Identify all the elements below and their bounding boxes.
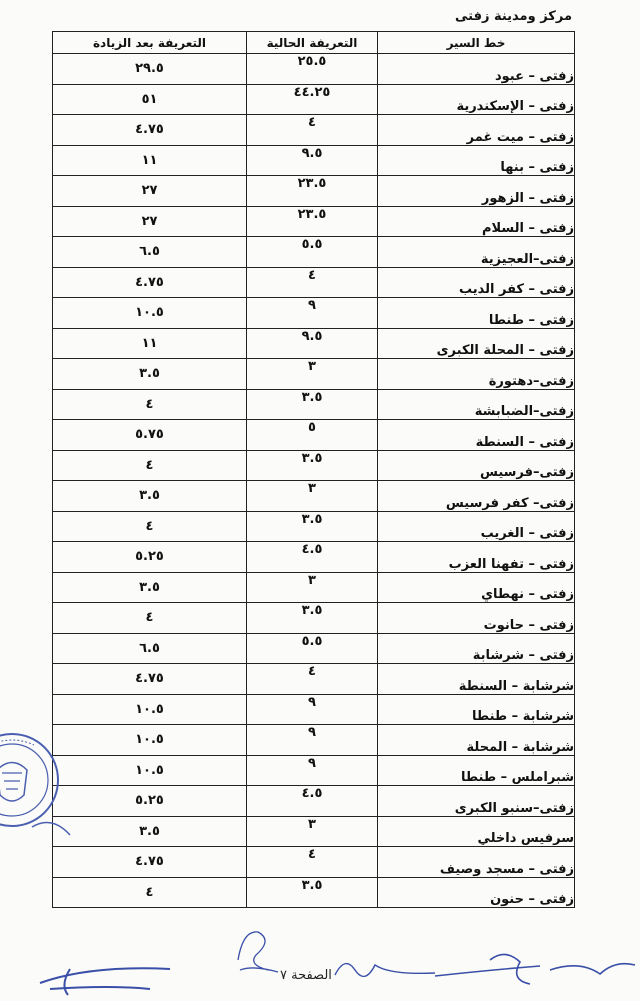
table-row	[53, 511, 575, 542]
route-cell: شبراملس – طنطا	[378, 755, 575, 786]
new-fare-cell: ٣.٥	[53, 816, 247, 847]
route-cell: زفتى–الضبابشة	[378, 389, 575, 420]
new-fare-cell: ٥.٧٥	[53, 420, 247, 451]
new-fare-cell: ٥.٢٥	[53, 786, 247, 817]
table-row	[53, 481, 575, 512]
route-cell: سرفيس داخلي	[378, 816, 575, 847]
route-cell: زفتى – السلام	[378, 206, 575, 237]
new-fare-cell: ٣.٥	[53, 572, 247, 603]
table-row	[53, 450, 575, 481]
table-row	[53, 877, 575, 908]
route-cell: زفتى – حنون	[378, 877, 575, 908]
new-fare-cell: ٢٧	[53, 206, 247, 237]
new-fare-cell: ٤	[53, 389, 247, 420]
table-row	[53, 725, 575, 756]
new-fare-cell: ٦.٥	[53, 633, 247, 664]
route-cell: زفتى – الزهور	[378, 176, 575, 207]
route-cell: شرشابة – المحلة	[378, 725, 575, 756]
current-fare-cell: ٣	[247, 816, 378, 847]
table-row	[53, 267, 575, 298]
current-fare-cell: ٢٣.٥	[247, 206, 378, 237]
table-row	[53, 328, 575, 359]
current-fare-cell: ٢٣.٥	[247, 176, 378, 207]
new-fare-cell: ٣.٥	[53, 481, 247, 512]
new-fare-cell: ١١	[53, 328, 247, 359]
table-row	[53, 145, 575, 176]
current-fare-cell: ٩	[247, 694, 378, 725]
current-fare-cell: ٤	[247, 664, 378, 695]
table-header-row	[53, 32, 575, 54]
table-row	[53, 816, 575, 847]
table-row	[53, 176, 575, 207]
current-fare-cell: ٩	[247, 755, 378, 786]
route-cell: زفتى – عبود	[378, 54, 575, 85]
table-row	[53, 54, 575, 85]
page-number: الصفحة ٧	[280, 968, 332, 983]
table-row	[53, 84, 575, 115]
table-row	[53, 572, 575, 603]
table-row	[53, 786, 575, 817]
current-fare-cell: ٤٤.٢٥	[247, 84, 378, 115]
column-header-current: التعريفة الحالية	[247, 32, 378, 54]
route-cell: زفتى–العجيزية	[378, 237, 575, 268]
table-row	[53, 603, 575, 634]
route-cell: زفتى – كفر الديب	[378, 267, 575, 298]
current-fare-cell: ٤.٥	[247, 786, 378, 817]
table-row	[53, 755, 575, 786]
new-fare-cell: ٥١	[53, 84, 247, 115]
signature-center-icon	[228, 920, 288, 980]
table-row	[53, 664, 575, 695]
new-fare-cell: ٤.٧٥	[53, 847, 247, 878]
route-cell: زفتى – تفهنا العزب	[378, 542, 575, 573]
column-header-route: خط السير	[378, 32, 575, 54]
route-cell: زفتى – شرشابة	[378, 633, 575, 664]
route-cell: زفتى – بنها	[378, 145, 575, 176]
route-cell: زفتى – طنطا	[378, 298, 575, 329]
table-row	[53, 298, 575, 329]
signature-left-icon	[30, 955, 180, 1000]
current-fare-cell: ٣.٥	[247, 450, 378, 481]
new-fare-cell: ١٠.٥	[53, 755, 247, 786]
table-row	[53, 115, 575, 146]
signature-mid-icon	[330, 945, 440, 995]
current-fare-cell: ٩	[247, 298, 378, 329]
current-fare-cell: ٣	[247, 481, 378, 512]
current-fare-cell: ٣.٥	[247, 603, 378, 634]
new-fare-cell: ١٠.٥	[53, 298, 247, 329]
current-fare-cell: ٣	[247, 572, 378, 603]
current-fare-cell: ٥.٥	[247, 633, 378, 664]
official-stamp-icon	[0, 715, 72, 845]
current-fare-cell: ٣.٥	[247, 389, 378, 420]
route-cell: زفتى – الغريب	[378, 511, 575, 542]
table-row	[53, 389, 575, 420]
new-fare-cell: ٤.٧٥	[53, 664, 247, 695]
route-cell: زفتى–دهتورة	[378, 359, 575, 390]
current-fare-cell: ٢٥.٥	[247, 54, 378, 85]
route-cell: زفتى – الإسكندرية	[378, 84, 575, 115]
signature-right-icon	[430, 940, 640, 998]
new-fare-cell: ١١	[53, 145, 247, 176]
route-cell: زفتى – حانوت	[378, 603, 575, 634]
new-fare-cell: ٤.٧٥	[53, 267, 247, 298]
new-fare-cell: ٥.٢٥	[53, 542, 247, 573]
current-fare-cell: ٩.٥	[247, 145, 378, 176]
route-cell: زفتى–سنبو الكبرى	[378, 786, 575, 817]
current-fare-cell: ٩.٥	[247, 328, 378, 359]
current-fare-cell: ٣	[247, 359, 378, 390]
current-fare-cell: ٤.٥	[247, 542, 378, 573]
table-row	[53, 542, 575, 573]
current-fare-cell: ٣.٥	[247, 511, 378, 542]
new-fare-cell: ٤	[53, 877, 247, 908]
new-fare-cell: ٢٩.٥	[53, 54, 247, 85]
route-cell: زفتى – نهطاي	[378, 572, 575, 603]
current-fare-cell: ٣.٥	[247, 877, 378, 908]
page-title: مركز ومدينة زفتى	[455, 9, 572, 24]
route-cell: زفتى – مسجد وصيف	[378, 847, 575, 878]
route-cell: زفتى – السنطة	[378, 420, 575, 451]
new-fare-cell: ١٠.٥	[53, 725, 247, 756]
current-fare-cell: ٤	[247, 847, 378, 878]
table-row	[53, 847, 575, 878]
new-fare-cell: ٣.٥	[53, 359, 247, 390]
current-fare-cell: ٤	[247, 267, 378, 298]
route-cell: زفتى–فرسيس	[378, 450, 575, 481]
route-cell: زفتى – ميت غمر	[378, 115, 575, 146]
new-fare-cell: ٤	[53, 511, 247, 542]
new-fare-cell: ٤	[53, 450, 247, 481]
table-row	[53, 420, 575, 451]
current-fare-cell: ٥.٥	[247, 237, 378, 268]
new-fare-cell: ١٠.٥	[53, 694, 247, 725]
current-fare-cell: ٤	[247, 115, 378, 146]
new-fare-cell: ٦.٥	[53, 237, 247, 268]
current-fare-cell: ٥	[247, 420, 378, 451]
table-row	[53, 633, 575, 664]
fare-table	[52, 31, 575, 908]
route-cell: شرشابة – السنطة	[378, 664, 575, 695]
new-fare-cell: ٤	[53, 603, 247, 634]
new-fare-cell: ٢٧	[53, 176, 247, 207]
table-row	[53, 694, 575, 725]
table-row	[53, 237, 575, 268]
current-fare-cell: ٩	[247, 725, 378, 756]
table-row	[53, 359, 575, 390]
column-header-new: التعريفة بعد الزيادة	[53, 32, 247, 54]
route-cell: شرشابة – طنطا	[378, 694, 575, 725]
new-fare-cell: ٤.٧٥	[53, 115, 247, 146]
route-cell: زفتى – المحلة الكبرى	[378, 328, 575, 359]
table-row	[53, 206, 575, 237]
route-cell: زفتى– كفر فرسيس	[378, 481, 575, 512]
